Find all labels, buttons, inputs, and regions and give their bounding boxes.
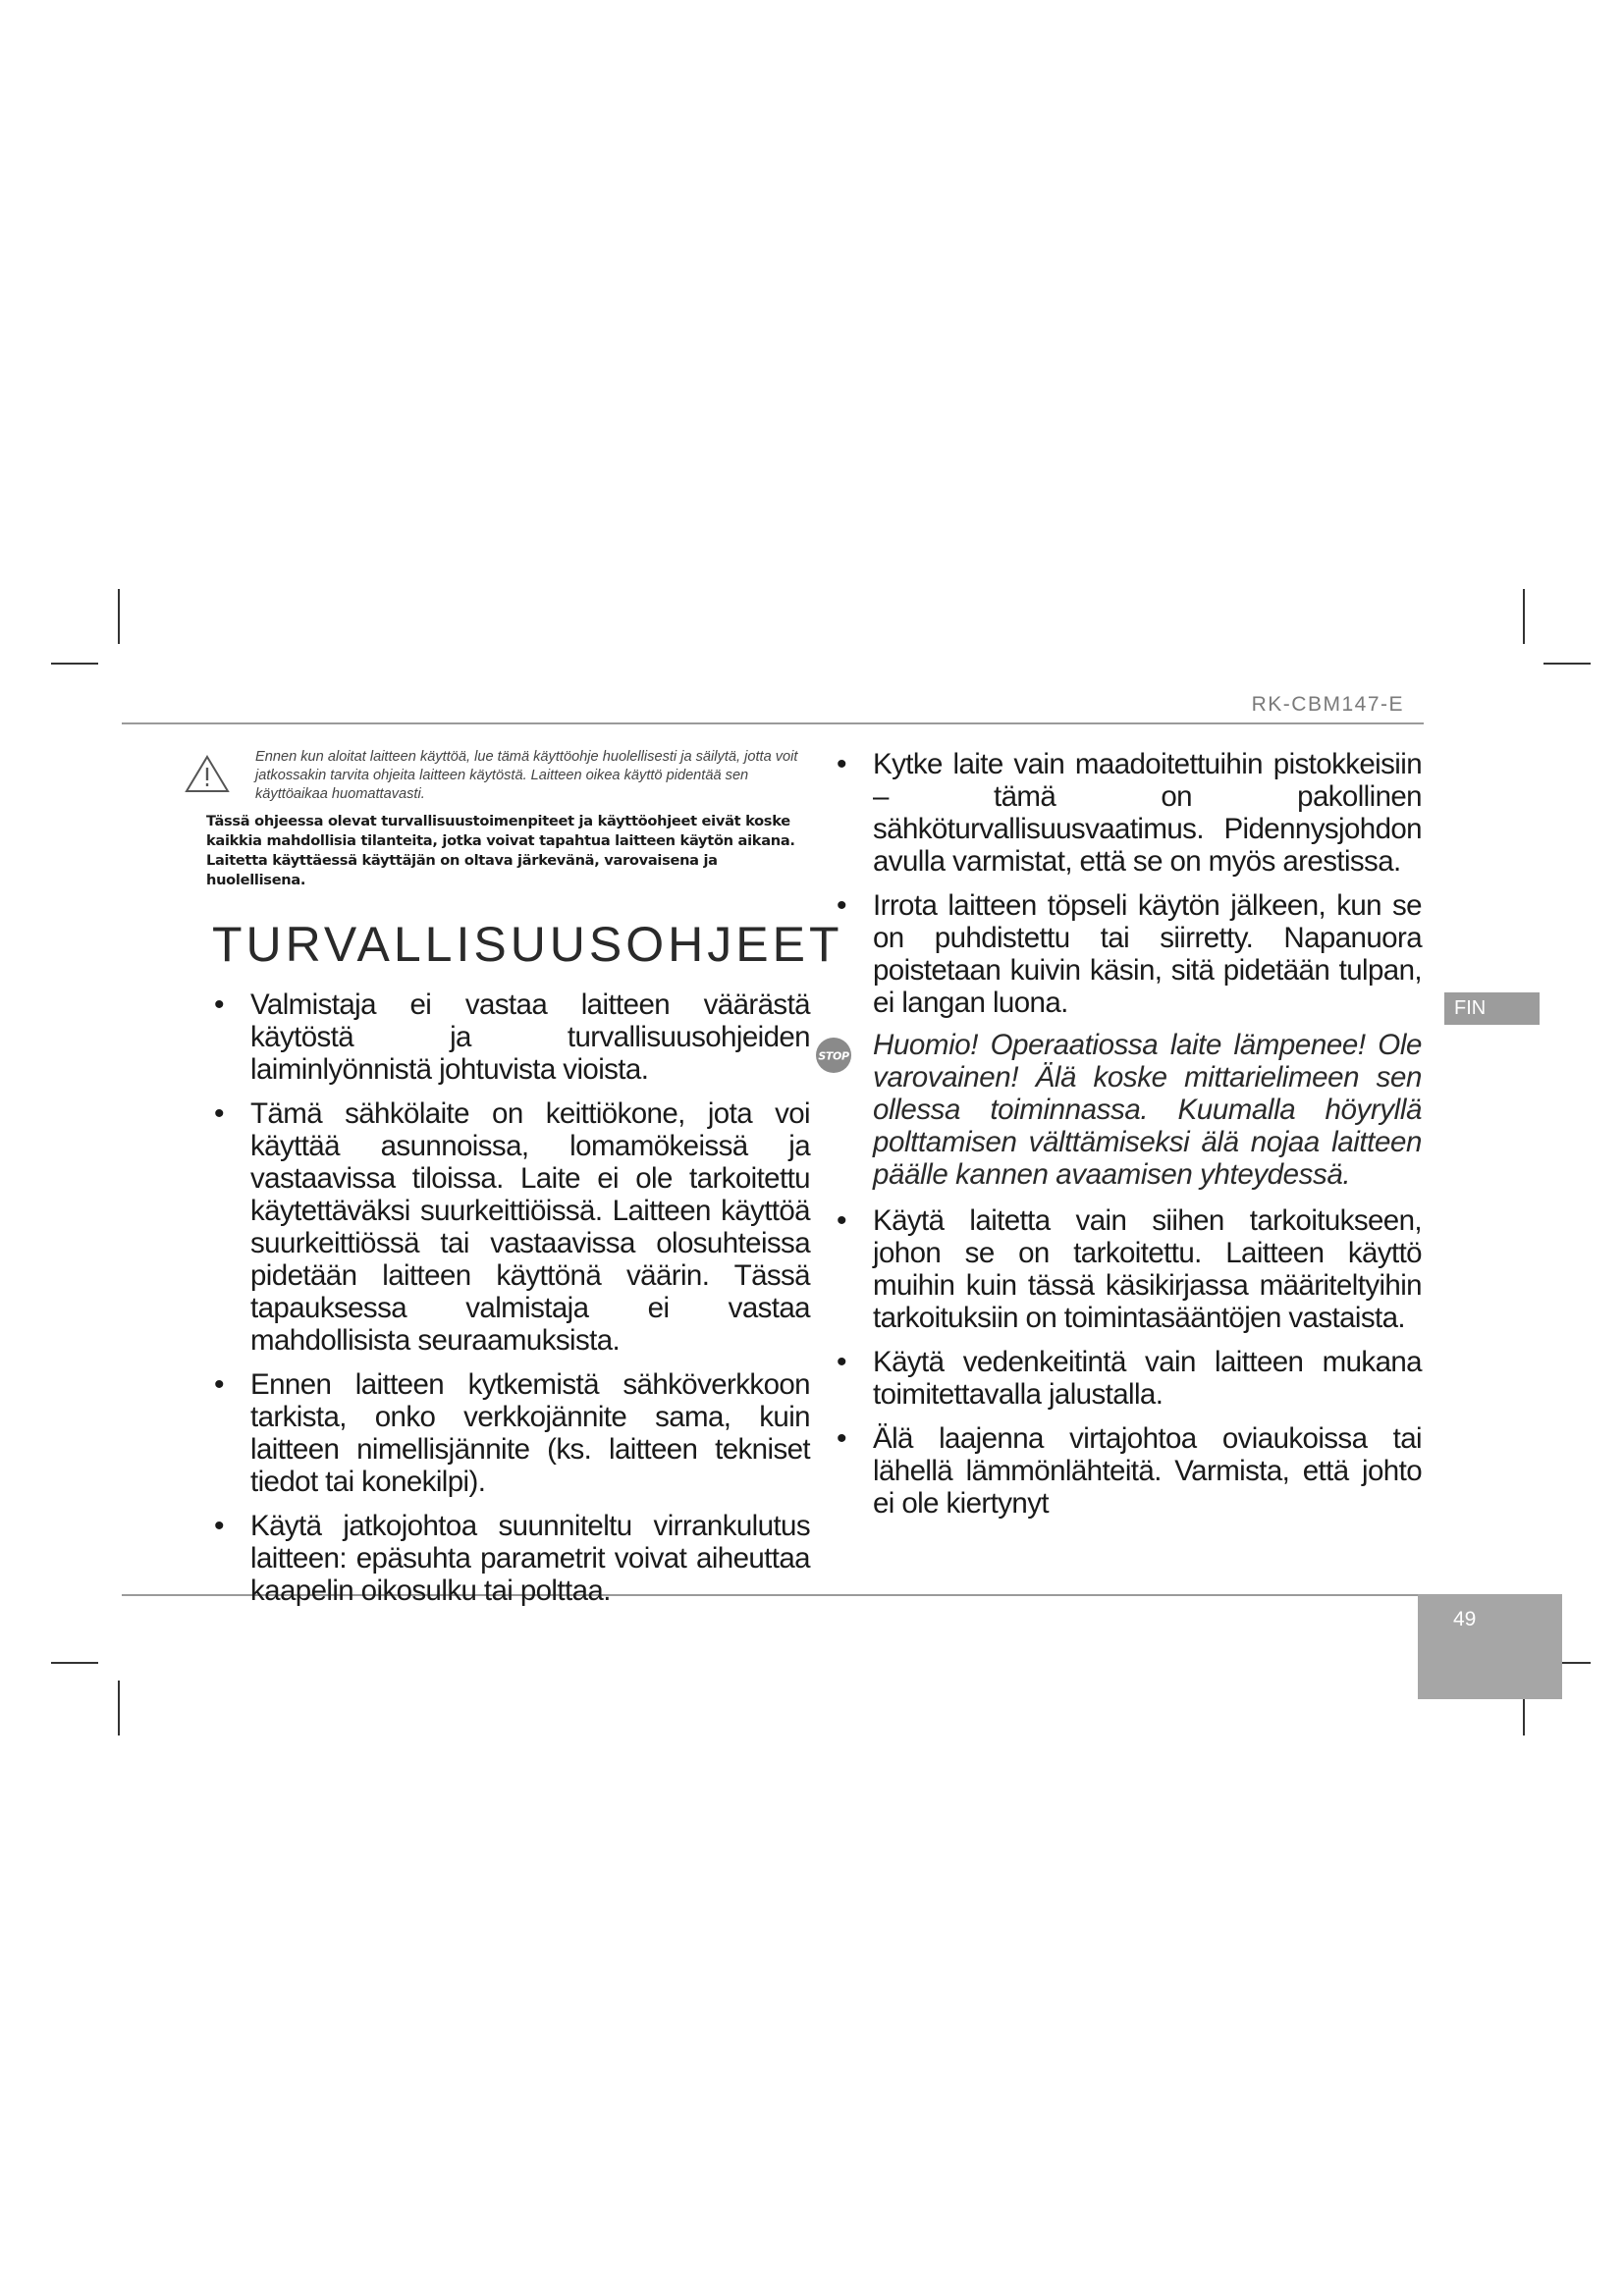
right-list-a [829,748,1422,1019]
list-item: • Käytä laitetta vain siihen tarkoitukseen, johon se on tarkoitettu. Laitteen käyttö muihin kuin tässä käsikirjassa määriteltyihin tarkoituksiin on toimintasääntöjen vastaista. [837,1204,1422,1334]
page-number: 49 [1418,1594,1562,1699]
warning-bold-text: Tässä ohjeessa olevat turvallisuustoimenpiteet ja käyttöohjeet eivät koske kaikkia mahdollisia tilanteita, jotka voivat tapahtua laitteen käytön aikana. Laitetta käyttäessä käyttäjän on oltava järkevänä, varovaisena ja huolellisena. [206,813,795,888]
svg-text:STOP: STOP [818,1049,849,1063]
model-number: RK-CBM147-E [1251,693,1404,716]
warning-italic-text: Ennen kun aloitat laitteen käyttöä, lue tämä käyttöohje huolellisesti ja säilytä, jotta voit jatkossakin tarvita ohjeita laitteen käytöstä. Laitteen oikea käyttö pidentää sen käyttöaikaa huomattavasti. [255,749,798,802]
crop-mark [1543,663,1591,665]
crop-mark [51,663,98,665]
list-item: • Tämä sähkölaite on keittiökone, jota voi käyttää asunnoissa, lomamökeissä ja vastaavissa tiloissa. Laite ei ole tarkoitettu käytettäväksi suurkeittiöissä. Laitteen käyttöä suurkeittiössä tai vastaavissa olosuhteissa pidetään laitteen käyttönä väärin. Tässä tapauksessa valmistaja ei vastaa mahdollisista seuraamuksista. [214,1097,810,1357]
stop-sign-icon [815,1037,852,1074]
stop-warning [818,1029,1422,1191]
crop-mark [118,589,120,644]
list-item: • Valmistaja ei vastaa laitteen väärästä käytöstä ja turvallisuusohjeiden laiminlyönnistä johtuvista vioista. [214,988,810,1086]
stop-warning-text: Huomio! Operaatiossa laite lämpenee! Ole varovainen! Älä koske mittarielimeen sen ollessa toiminnassa. Kuumalla höyryllä polttamisen välttämiseksi älä nojaa laitteen päälle kannen avaamisen yhteydessä. [873,1029,1422,1191]
list-item: • Käytä vedenkeitintä vain laitteen mukana toimitettavalla jalustalla. [837,1346,1422,1411]
right-column [818,748,1422,1531]
section-title: TURVALLISUUSOHJEET [212,917,843,972]
list-item: • Ennen laitteen kytkemistä sähköverkkoon tarkista, onko verkkojännite sama, kuin laitteen nimellisjännite (ks. laitteen tekniset tiedot tai konekilpi). [214,1368,810,1498]
list-item: • Kytke laite vain maadoitettuihin pistokkeisiin – tämä on pakollinen sähköturvallisuusvaatimus. Pidennysjohdon avulla varmistat, että se on myös arestissa. [837,748,1422,878]
crop-mark [1523,589,1525,644]
crop-mark [118,1681,120,1735]
warning-block [206,748,810,804]
list-item: • Älä laajenna virtajohtoa oviaukoissa tai lähellä lämmönlähteitä. Varmista, että johto ei ole kiertynyt [837,1422,1422,1520]
header-rule [122,722,1424,724]
list-item: • Irrota laitteen töpseli käytön jälkeen, kun se on puhdistettu tai siirretty. Napanuora poistetaan kuivin käsin, sitä pidetään tulpan, ei langan luona. [837,889,1422,1019]
warning-triangle-icon [185,754,230,793]
language-tab: FIN [1444,992,1540,1025]
left-list [206,988,810,1607]
right-list-b [829,1204,1422,1520]
crop-mark [51,1662,98,1664]
list-item: • Käytä jatkojohtoa suunniteltu virrankulutus laitteen: epäsuhta parametrit voivat aiheuttaa kaapelin oikosulku tai polttaa. [214,1510,810,1607]
